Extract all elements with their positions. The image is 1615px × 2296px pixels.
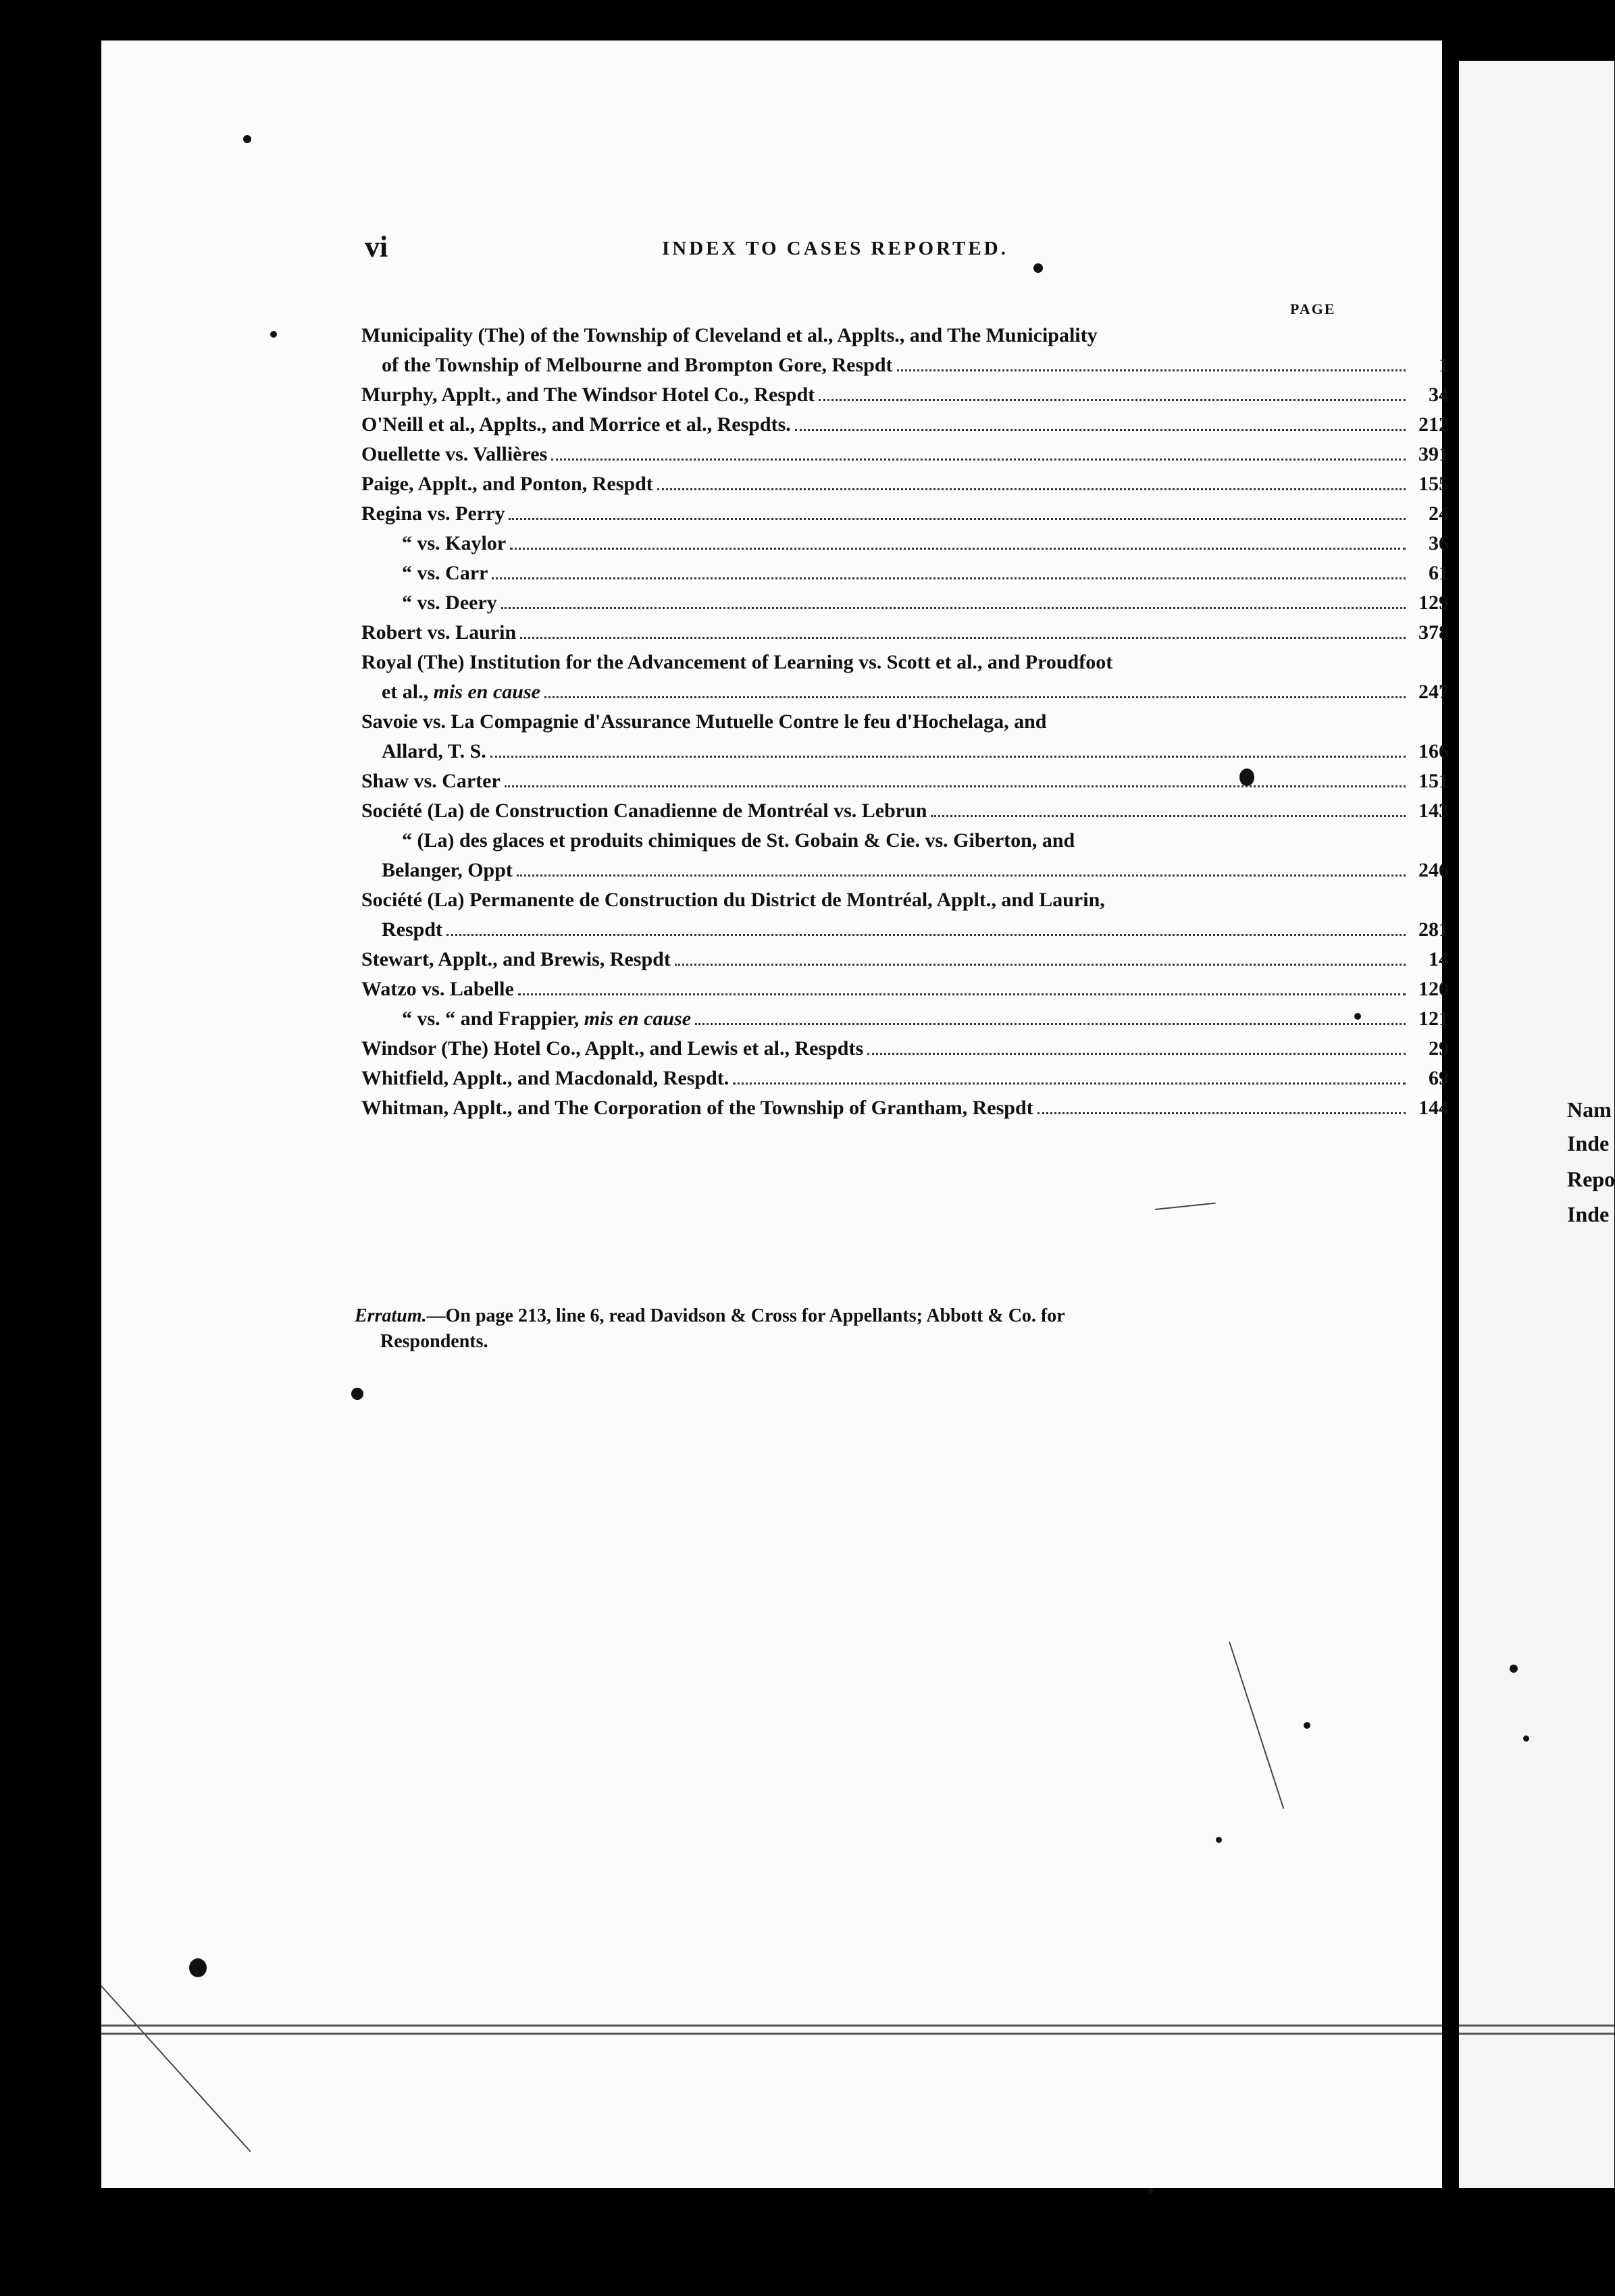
entry-text: Murphy, Applt., and The Windsor Hotel Co., Respdt [361, 384, 815, 406]
scan-speck [1239, 768, 1254, 786]
leader-dots [509, 518, 1406, 520]
entry-page: 391 [1418, 443, 1449, 465]
entry-page: 69 [1429, 1067, 1449, 1089]
entry-text: Stewart, Applt., and Brewis, Respdt [361, 948, 671, 970]
entry-page: 61 [1429, 562, 1449, 584]
entry-text-italic: mis en cause [433, 681, 540, 703]
entry-text: Whitman, Applt., and The Corporation of the Township of Grantham, Respdt [361, 1097, 1033, 1119]
right-page-fragment: Inde [1567, 1131, 1610, 1155]
entry-text-main: et al., [382, 681, 434, 703]
bottom-rule [101, 2025, 1442, 2027]
index-entry [361, 499, 1449, 529]
leader-dots [446, 934, 1406, 936]
entry-page: 24 [1429, 502, 1449, 525]
entry-text: “ vs. Kaylor [402, 532, 507, 554]
scan-speck [351, 1388, 363, 1400]
running-title: INDEX TO CASES REPORTED. [662, 238, 1008, 259]
leader-dots [1037, 1112, 1406, 1114]
entry-text: Belanger, Oppt [382, 859, 513, 881]
entry-text: Ouellette vs. Vallières [361, 443, 548, 465]
entry-page: 378 [1418, 621, 1449, 644]
index-entry [361, 440, 1449, 469]
scan-speck [270, 331, 277, 338]
entry-text: O'Neill et al., Applts., and Morrice et al., Respdts. [361, 413, 791, 436]
erratum-continuation: Respondents. [380, 1331, 488, 1352]
leader-dots [931, 815, 1406, 817]
leader-dots [657, 488, 1406, 490]
index-entry [361, 648, 1449, 677]
entry-page: 129 [1418, 592, 1449, 614]
index-entries [361, 321, 1449, 1123]
entry-text: Shaw vs. Carter [361, 770, 501, 792]
right-page-fragment: Repo [1567, 1167, 1615, 1191]
leader-dots [490, 756, 1406, 758]
entry-page: 36 [1429, 532, 1449, 554]
entry-page: 1 [1439, 354, 1449, 376]
leader-dots [517, 875, 1406, 877]
entry-text [382, 677, 540, 707]
index-entry [361, 1093, 1449, 1123]
page-folio: vi [365, 230, 388, 263]
entry-text: “ vs. Carr [402, 562, 488, 584]
page-column-label: PAGE [1290, 301, 1336, 317]
erratum-line [355, 1303, 1442, 1329]
index-entry [361, 885, 1449, 915]
index-entry [361, 677, 1449, 707]
entry-page: 212 [1418, 413, 1449, 436]
leader-dots [544, 696, 1406, 698]
leader-dots [520, 637, 1406, 639]
index-entry [361, 826, 1449, 856]
entry-text: Municipality (The) of the Township of Cleveland et al., Applts., and The Municipality [361, 324, 1098, 346]
entry-page: 34 [1429, 384, 1449, 406]
index-entry [361, 796, 1449, 826]
erratum-lead: Erratum. [355, 1305, 427, 1326]
leader-dots [733, 1082, 1406, 1085]
erratum-note [355, 1303, 1442, 1355]
scan-speck [1304, 1722, 1310, 1729]
leader-dots [867, 1053, 1406, 1055]
index-entry [361, 529, 1449, 558]
entry-text: Regina vs. Perry [361, 502, 505, 525]
entry-page: 29 [1429, 1037, 1449, 1060]
leader-dots [897, 369, 1406, 371]
index-entry [361, 410, 1449, 440]
leader-dots [795, 429, 1406, 431]
entry-text: Allard, T. S. [382, 740, 486, 762]
entry-page: 144 [1418, 1097, 1449, 1119]
entry-page: 121 [1418, 1008, 1449, 1030]
index-entry [361, 707, 1449, 737]
leader-dots [505, 785, 1406, 787]
index-entry [361, 558, 1449, 588]
scan-scratch [1155, 1203, 1216, 1210]
leader-dots [518, 993, 1406, 995]
right-page-fragment: Nam [1567, 1097, 1612, 1122]
index-entry [361, 915, 1449, 945]
entry-text: “ (La) des glaces et produits chimiques de St. Gobain & Cie. vs. Giberton, and [402, 829, 1075, 852]
index-entry [361, 856, 1449, 885]
right-page-fragment: Inde [1567, 1202, 1610, 1226]
entry-text-main: “ vs. “ and Frappier, [402, 1008, 584, 1030]
entry-page: 143 [1418, 800, 1449, 822]
entry-text: Savoie vs. La Compagnie d'Assurance Mutuelle Contre le feu d'Hochelaga, and [361, 710, 1047, 733]
leader-dots [510, 548, 1406, 550]
scan-speck [1354, 1013, 1361, 1020]
index-entry [361, 1004, 1449, 1034]
index-entry [361, 1064, 1449, 1093]
book-page-left [101, 41, 1449, 2188]
leader-dots [675, 964, 1406, 966]
scan-scratch [101, 1985, 251, 2152]
entry-text: Société (La) de Construction Canadienne de Montréal vs. Lebrun [361, 800, 927, 822]
scan-speck [1148, 2188, 1154, 2193]
entry-text [402, 1004, 691, 1034]
scan-scratch [1229, 1642, 1284, 1809]
entry-text: Société (La) Permanente de Construction du District de Montréal, Applt., and Laurin, [361, 889, 1105, 911]
scan-speck [243, 135, 251, 143]
entry-page: 14 [1429, 948, 1449, 970]
index-entry [361, 766, 1449, 796]
entry-page: 151 [1418, 770, 1449, 792]
page-header [101, 230, 1442, 270]
entry-page: 246 [1418, 859, 1449, 881]
leader-dots [492, 577, 1406, 579]
entry-page: 120 [1418, 978, 1449, 1000]
entry-text-italic: mis en cause [584, 1008, 692, 1030]
leader-dots [501, 607, 1406, 609]
entry-text: Royal (The) Institution for the Advancement of Learning vs. Scott et al., and Proudfoot [361, 651, 1113, 673]
entry-page: 281 [1418, 918, 1449, 941]
entry-text: Whitfield, Applt., and Macdonald, Respdt. [361, 1067, 729, 1089]
index-entry [361, 1034, 1449, 1064]
entry-page: 155 [1418, 473, 1449, 495]
entry-text: of the Township of Melbourne and Brompton Gore, Respdt [382, 354, 893, 376]
erratum-text: —On page 213, line 6, read Davidson & Cross for Appellants; Abbott & Co. for [426, 1305, 1065, 1326]
index-entry [361, 618, 1449, 648]
entry-text: Windsor (The) Hotel Co., Applt., and Lewis et al., Respdts [361, 1037, 864, 1060]
index-entry [361, 321, 1449, 350]
entry-page: 166 [1418, 740, 1449, 762]
index-entry [361, 469, 1449, 499]
leader-dots [695, 1023, 1406, 1025]
entry-page: 247 [1418, 681, 1449, 703]
index-entry [361, 588, 1449, 618]
book-page-right-edge [1459, 61, 1614, 2188]
leader-dots [819, 399, 1406, 401]
leader-dots [551, 459, 1406, 461]
scan-speck [1523, 1736, 1529, 1742]
bottom-rule [1459, 2033, 1614, 2035]
entry-text: Robert vs. Laurin [361, 621, 517, 644]
index-entry [361, 737, 1449, 766]
entry-text: Paige, Applt., and Ponton, Respdt [361, 473, 653, 495]
index-entry [361, 350, 1449, 380]
bottom-rule [101, 2033, 1442, 2035]
bottom-rule [1459, 2025, 1614, 2027]
index-entry [361, 945, 1449, 974]
scan-speck [1216, 1837, 1222, 1843]
entry-text: Respdt [382, 918, 443, 941]
entry-text: Watzo vs. Labelle [361, 978, 514, 1000]
entry-text: “ vs. Deery [402, 592, 497, 614]
index-entry [361, 974, 1449, 1004]
scan-speck [189, 1958, 207, 1977]
index-entry [361, 380, 1449, 410]
scan-speck [1033, 263, 1043, 273]
scan-speck [1510, 1665, 1518, 1673]
